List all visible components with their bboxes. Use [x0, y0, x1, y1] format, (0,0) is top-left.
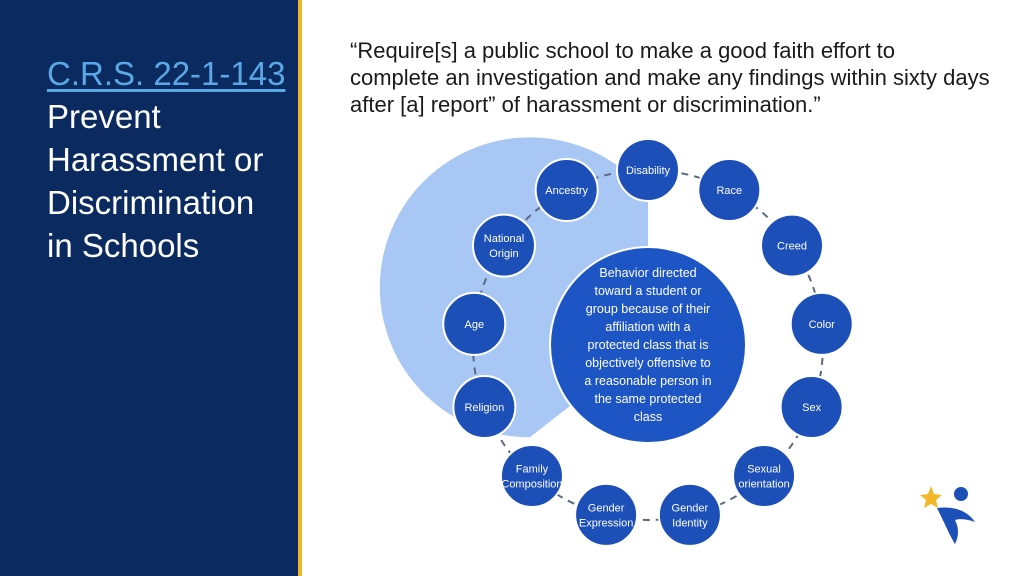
class-node-label: Gender Expression — [578, 502, 634, 530]
class-node — [617, 139, 679, 201]
center-text-line: affiliation with a — [605, 320, 691, 334]
class-node — [698, 159, 760, 221]
class-node-label: Creed — [777, 240, 808, 253]
statute-quote: “Require[s] a public school to make a good faith effort to complete an investigation and make any findings within sixty days after [a] report” of harassment or discrimination.” — [350, 38, 990, 117]
class-node — [473, 215, 535, 277]
class-node-label: Sex — [802, 402, 822, 415]
center-text-line: class — [633, 410, 663, 424]
statute-link[interactable]: C.R.S. 22-1-143 — [47, 55, 286, 92]
slide-title-text: Prevent Harassment or Discrimination in Schools — [47, 98, 264, 264]
center-text-line: protected class that is — [587, 338, 709, 352]
class-node — [659, 484, 721, 546]
class-node-label: Sexual orientation — [738, 463, 790, 491]
center-text-line: toward a student or — [594, 284, 702, 298]
class-node-label: Religion — [464, 402, 505, 415]
class-node-circle — [733, 445, 795, 507]
class-node-circle — [473, 215, 535, 277]
diagram-center — [550, 247, 746, 443]
class-node-circle — [501, 445, 563, 507]
class-node-label: Ancestry — [545, 185, 589, 198]
class-node — [453, 376, 515, 438]
class-node — [575, 484, 637, 546]
class-node — [791, 293, 853, 355]
center-text-line: Behavior directed — [599, 266, 697, 280]
class-node — [733, 445, 795, 507]
class-node — [501, 445, 563, 507]
class-node-label: Race — [716, 185, 743, 198]
class-node-circle — [575, 484, 637, 546]
class-node-label: Age — [464, 318, 485, 331]
class-node-label: Gender Identity — [671, 502, 709, 530]
class-node-label: Disability — [625, 165, 671, 177]
class-node-circle — [659, 484, 721, 546]
center-text — [584, 266, 711, 424]
class-node-label: Color — [808, 318, 835, 331]
class-node — [443, 293, 505, 355]
center-text-line: objectively offensive to — [585, 356, 711, 370]
center-text-line: group because of their — [585, 302, 711, 316]
class-node-label: National Origin — [483, 233, 525, 261]
logo-icon — [915, 478, 987, 546]
center-text-line: a reasonable person in — [584, 374, 712, 388]
class-node — [536, 159, 598, 221]
class-node-label: Family Composition — [501, 463, 563, 491]
center-text-line: the same protected — [594, 392, 702, 406]
class-node — [761, 215, 823, 277]
class-node — [781, 376, 843, 438]
